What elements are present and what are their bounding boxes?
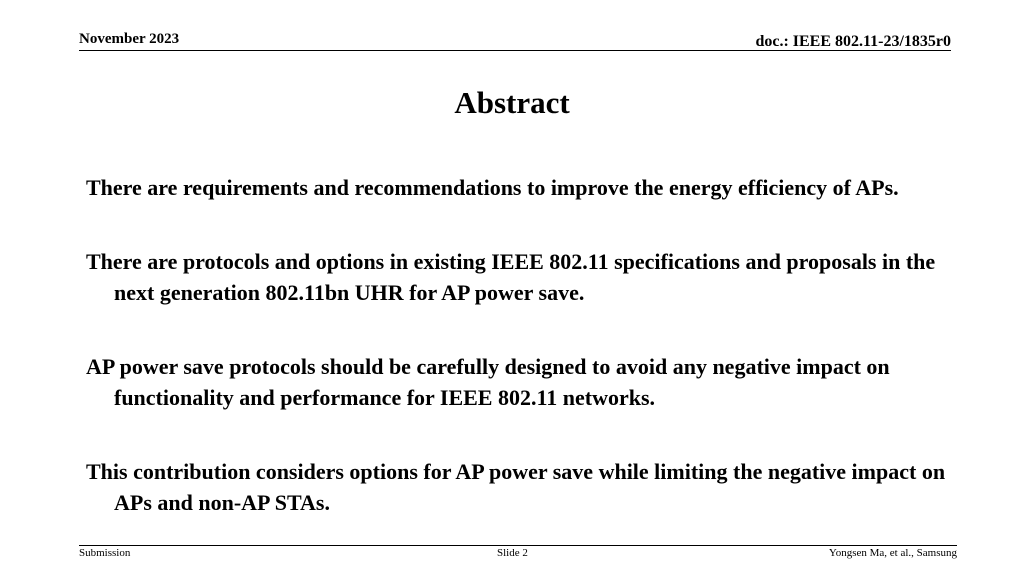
body-paragraph: There are protocols and options in existing IEEE 802.11 specifications and proposals in the next generation 802.11bn UHR for AP power save.: [86, 249, 936, 305]
footer-submission: Submission: [79, 547, 131, 559]
slide-title: Abstract: [454, 85, 570, 120]
footer-authors: Yongsen Ma, et al., Samsung: [828, 547, 957, 559]
header-divider: [79, 50, 951, 51]
header-date: November 2023: [79, 31, 180, 47]
body-paragraph: AP power save protocols should be carefully designed to avoid any negative impact on functionality and performance for IEEE 802.11 networks.: [86, 354, 890, 410]
header-doc-id: doc.: IEEE 802.11-23/1835r0: [755, 33, 951, 50]
body-paragraph: There are requirements and recommendations to improve the energy efficiency of APs.: [86, 175, 899, 200]
slide-body: [86, 172, 946, 561]
body-paragraph: This contribution considers options for AP power save while limiting the negative impact on APs and non-AP STAs.: [86, 459, 946, 515]
footer-divider: [79, 545, 957, 546]
footer-slide-number: Slide 2: [497, 547, 528, 559]
